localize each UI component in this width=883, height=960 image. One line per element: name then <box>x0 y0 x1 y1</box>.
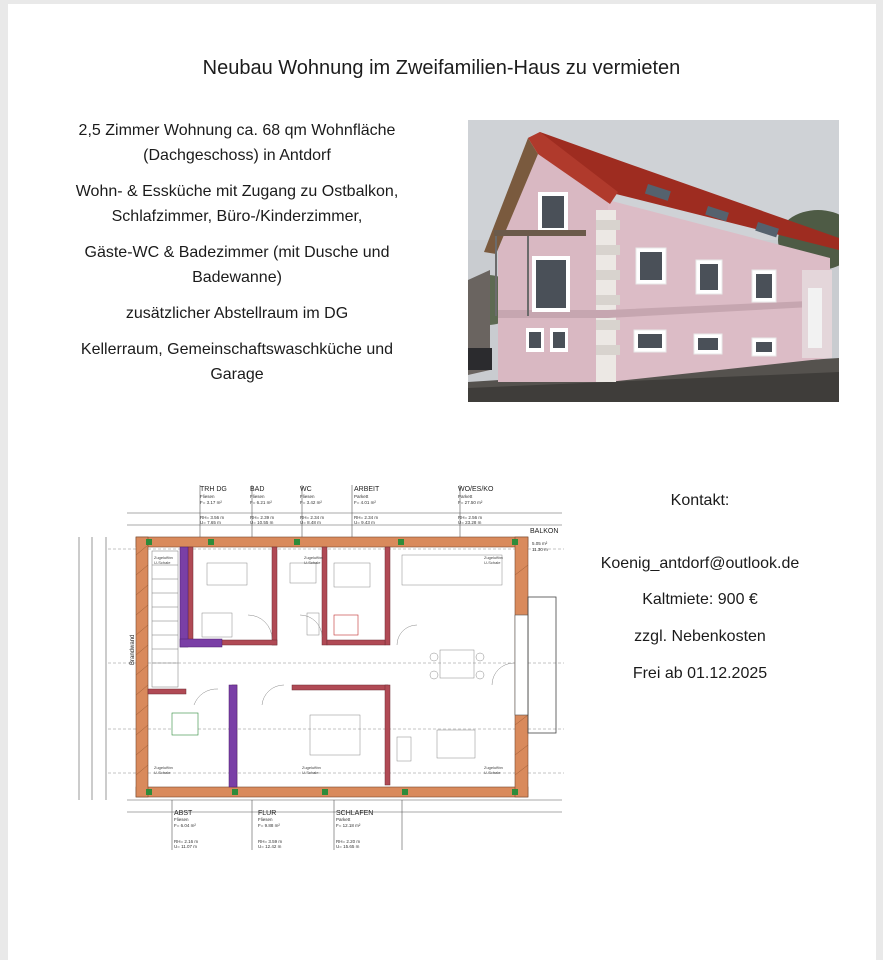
room-u-balkon: 11.30 m <box>532 547 548 552</box>
pipe-label: U-Schale <box>484 560 501 565</box>
room-area-wo-es-ko: F= 27.50 m² <box>458 500 483 505</box>
available-date: Frei ab 01.12.2025 <box>632 665 768 682</box>
pipe-label: U-Schale <box>154 560 171 565</box>
furniture <box>194 555 514 761</box>
room-u-wc: U= 8.48 m <box>300 520 321 525</box>
house-illustration <box>468 120 839 402</box>
room-name-wc: WC <box>300 486 312 493</box>
room-name-flur: FLUR <box>258 810 277 817</box>
description-line: 2,5 Zimmer Wohnung ca. 68 qm Wohnfläche <box>78 122 396 139</box>
contact-email[interactable]: Koenig_antdorf@outlook.de <box>600 555 800 572</box>
description-line: (Dachgeschoss) in Antdorf <box>143 147 331 164</box>
room-name-abst: ABST <box>174 810 193 817</box>
description-line: Schlafzimmer, Büro-/Kinderzimmer, <box>111 208 363 225</box>
room-name-bad: BAD <box>250 486 265 493</box>
floor-plan <box>72 475 564 855</box>
room-rh-abst: RH= 2.16 m <box>174 839 199 844</box>
rent-price: Kaltmiete: 900 € <box>642 591 758 608</box>
zuluft-label: Zugeluftbn <box>154 555 173 560</box>
pipe-label: U-Schale <box>484 770 501 775</box>
room-labels-bottom <box>174 810 373 849</box>
room-area-bad: F= 6.21 m² <box>250 500 272 505</box>
pipe-label: U-Schale <box>302 770 319 775</box>
room-floor-trh: Fliesen <box>200 494 215 499</box>
room-area-abst: F= 6.04 m² <box>174 823 196 828</box>
room-u-arbeit: U= 9.43 m <box>354 520 375 525</box>
room-area-balkon: 5.05 m² <box>532 541 548 546</box>
room-labels-top <box>200 486 494 525</box>
room-floor-wo-es-ko: Parkett <box>458 494 473 499</box>
room-area-wc: F= 3.42 m² <box>300 500 322 505</box>
room-u-schlafen: U= 15.65 m <box>336 844 360 849</box>
room-name-balkon: BALKON <box>530 528 559 535</box>
floor-plan-drawing <box>72 475 564 855</box>
room-area-arbeit: F= 4.01 m² <box>354 500 376 505</box>
apartment-description <box>56 118 418 398</box>
room-floor-abst: Fliesen <box>174 817 189 822</box>
room-rh-wc: RH= 2.34 m <box>300 515 325 520</box>
contact-label: Kontakt: <box>670 492 730 509</box>
room-floor-flur: Fliesen <box>258 817 273 822</box>
house-photo <box>468 120 839 402</box>
pipe-label: U-Schale <box>154 770 171 775</box>
description-line: Badewanne) <box>192 269 282 286</box>
description-rooms <box>56 179 418 229</box>
room-rh-arbeit: RH= 2.34 m <box>354 515 379 520</box>
room-floor-schlafen: Parkett <box>336 817 351 822</box>
room-u-wo-es-ko: U= 23.28 m <box>458 520 482 525</box>
description-line: Wohn- & Essküche mit Zugang zu Ostbalkon, <box>75 183 399 200</box>
room-name-trh: TRH DG <box>200 486 227 493</box>
room-rh-schlafen: RH= 2.20 m <box>336 839 361 844</box>
room-floor-arbeit: Parkett <box>354 494 369 499</box>
pipe-label: U-Schale <box>304 560 321 565</box>
room-floor-bad: Fliesen <box>250 494 265 499</box>
room-u-bad: U= 10.55 m <box>250 520 274 525</box>
extra-costs: zzgl. Nebenkosten <box>634 628 766 645</box>
description-line: Gäste-WC & Badezimmer (mit Dusche und <box>84 244 390 261</box>
room-name-wo-es-ko: WO/ES/KO <box>458 486 494 493</box>
room-area-schlafen: F= 12.18 m² <box>336 823 361 828</box>
zuluft-label: Zugeluftbn <box>304 555 323 560</box>
room-rh-wo-es-ko: RH= 2.56 m <box>458 515 483 520</box>
zuluft-label: Zugeluftbn <box>484 765 503 770</box>
stair <box>152 551 178 687</box>
room-u-flur: U= 12.42 m <box>258 844 282 849</box>
zuluft-label: Zugeluftbn <box>302 765 321 770</box>
room-rh-trh: RH= 3.56 m <box>200 515 225 520</box>
description-size <box>56 118 418 168</box>
description-extras <box>56 337 418 387</box>
room-u-trh: U= 7.65 m <box>200 520 221 525</box>
description-line: Kellerraum, Gemeinschaftswaschküche und <box>80 341 394 358</box>
page-title: Neubau Wohnung im Zweifamilien-Haus zu vermieten <box>202 57 681 79</box>
column-markers <box>146 539 518 795</box>
description-storage <box>56 301 418 326</box>
room-name-schlafen: SCHLAFEN <box>336 810 374 817</box>
room-rh-bad: RH= 2.39 m <box>250 515 275 520</box>
zuluft-label: Zugeluftbn <box>154 765 173 770</box>
description-line: Garage <box>210 366 264 383</box>
room-rh-flur: RH= 3.59 m <box>258 839 283 844</box>
room-area-trh: F= 3.17 m² <box>200 500 222 505</box>
room-area-flur: F= 9.88 m² <box>258 823 280 828</box>
description-line: zusätzlicher Abstellraum im DG <box>125 305 349 322</box>
room-u-abst: U= 11.07 m <box>174 844 198 849</box>
zuluft-label: Zugeluftbn <box>484 555 503 560</box>
room-floor-wc: Fliesen <box>300 494 315 499</box>
brandwand-label: Brandwand <box>130 634 136 665</box>
description-bathrooms <box>56 240 418 290</box>
room-name-arbeit: ARBEIT <box>354 486 380 493</box>
